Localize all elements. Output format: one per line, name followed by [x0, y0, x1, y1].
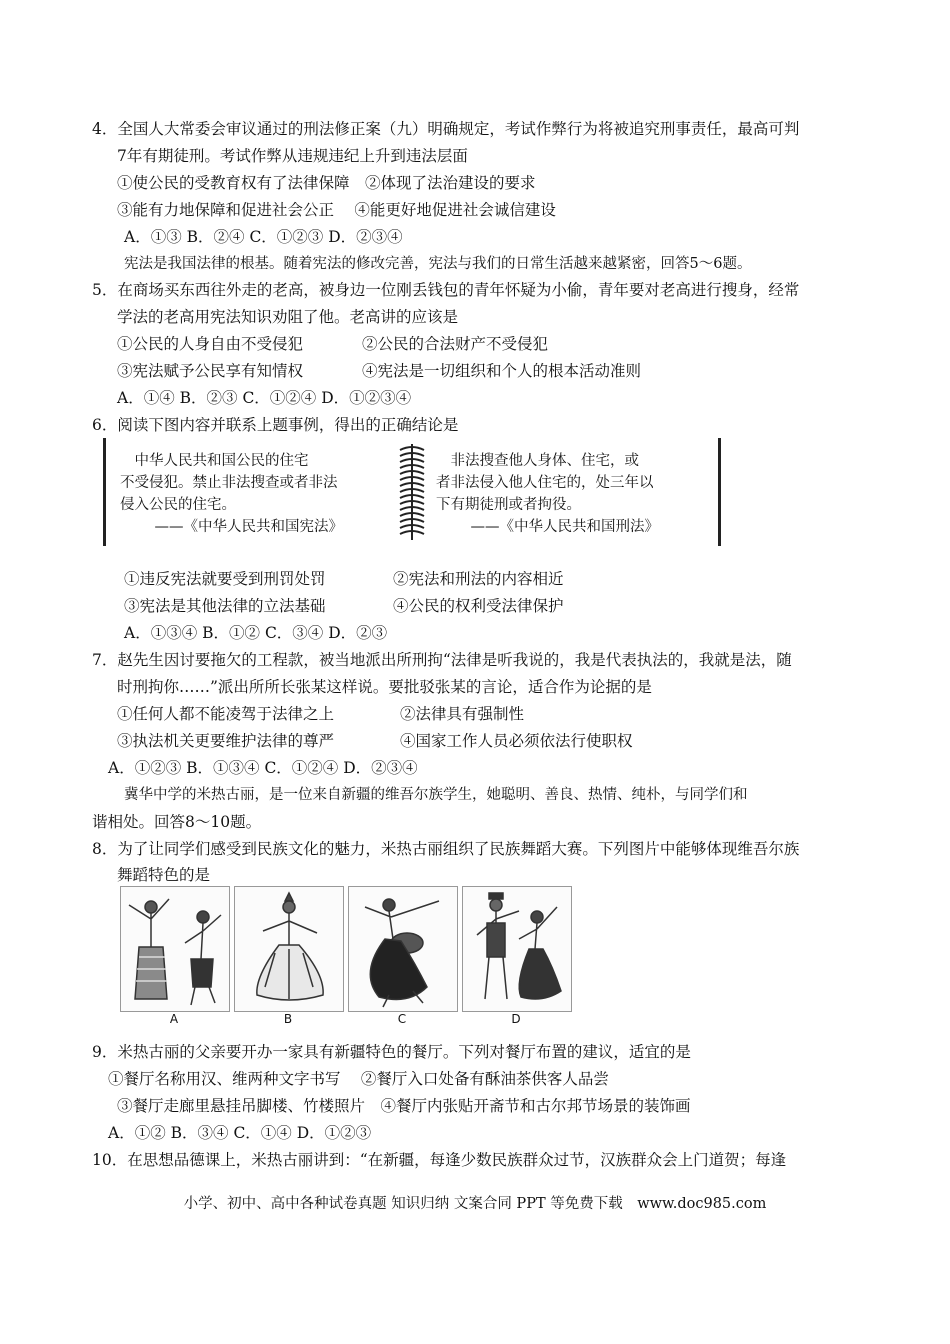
constitution-quote-line: 侵入公民的住宅。 [120, 497, 236, 513]
q5-answers: A．①④ B．②③ C．①②④ D．①②③④ [117, 389, 412, 407]
q7-option-2: ②法律具有强制性 [400, 705, 525, 723]
criminal-law-quote [436, 450, 708, 538]
q5-option-3: ③宪法赋予公民享有知情权 [117, 362, 304, 380]
q7-stem-line1: 7．赵先生因讨要拖欠的工程款，被当地派出所刑拘“法律是听我说的，我是代表执法的，我就是法，随 [92, 651, 792, 669]
constitution-quote-source: ——《中华人民共和国宪法》 [140, 519, 343, 535]
q4-stem-line2: 7年有期徒刑。考试作弊从违规违纪上升到违法层面 [117, 147, 468, 165]
law-quote-figure [103, 438, 721, 546]
dance-pictures [120, 886, 572, 1026]
q8-stem-line1: 8．为了让同学们感受到民族文化的魅力，米热古丽组织了民族舞蹈大赛。下列图片中能够体现维吾尔族 [92, 840, 800, 858]
q10-stem-line1: 10．在思想品德课上，米热古丽讲到：“在新疆，每逢少数民族群众过节，汉族群众会上门道贺；每逢 [92, 1151, 787, 1169]
q7-option-3: ③执法机关更要维护法律的尊严 [117, 732, 335, 750]
intro-5-6: 宪法是我国法律的根基。随着宪法的修改完善，宪法与我们的日常生活越来越紧密，回答5～6题。 [124, 256, 752, 272]
dance-picture-d[interactable] [462, 886, 572, 1012]
dance-picture-b[interactable] [234, 886, 344, 1012]
dance-picture-c[interactable] [348, 886, 458, 1012]
q9-answers: A．①② B．③④ C．①④ D．①②③ [108, 1124, 372, 1142]
q9-options-34: ③餐厅走廊里悬挂吊脚楼、竹楼照片 ④餐厅内张贴开斋节和古尔邦节场景的装饰画 [117, 1097, 691, 1115]
criminal-law-quote-line: 下有期徒刑或者拘役。 [436, 497, 581, 513]
dance-picture-label: C [397, 1012, 407, 1026]
mongolian-dancer-icon [235, 887, 343, 1011]
q5-option-2: ②公民的合法财产不受侵犯 [362, 335, 549, 353]
tibetan-dancers-icon [121, 887, 229, 1011]
q7-answers: A．①②③ B．①③④ C．①②④ D．②③④ [108, 759, 418, 777]
dance-picture-label: D [511, 1012, 521, 1026]
q6-stem: 6．阅读下图内容并联系上题事例，得出的正确结论是 [92, 416, 459, 434]
q6-option-2: ②宪法和刑法的内容相近 [393, 570, 564, 588]
dance-picture-a[interactable] [120, 886, 230, 1012]
dance-picture-label: A [169, 1012, 179, 1026]
criminal-law-quote-line: 非法搜查他人身体、住宅，或 [436, 453, 639, 469]
q5-option-4: ④宪法是一切组织和个人的根本活动准则 [362, 362, 642, 380]
intro-8-10-line1: 冀华中学的米热古丽，是一位来自新疆的维吾尔族学生，她聪明、善良、热情、纯朴，与同学们和 [124, 787, 748, 803]
q4-stem-line1: 4．全国人大常委会审议通过的刑法修正案（九）明确规定，考试作弊行为将被追究刑事责任，最高可判 [92, 120, 800, 138]
q5-option-1: ①公民的人身自由不受侵犯 [117, 335, 304, 353]
q9-options-12: ①餐厅名称用汉、维两种文字书写 ②餐厅入口处备有酥油茶供客人品尝 [108, 1070, 609, 1088]
q5-stem-line2: 学法的老高用宪法知识劝阻了他。老高讲的应该是 [117, 308, 459, 326]
q4-options-34: ③能有力地保障和促进社会公正 ④能更好地促进社会诚信建设 [117, 201, 556, 219]
q9-stem: 9．米热古丽的父亲要开办一家具有新疆特色的餐厅。下列对餐厅布置的建议，适宜的是 [92, 1043, 691, 1061]
q6-option-4: ④公民的权利受法律保护 [393, 597, 564, 615]
q8-stem-line2: 舞蹈特色的是 [117, 866, 211, 884]
intro-8-10-line2: 谐相处。回答8～10题。 [92, 813, 262, 831]
book-spine-icon [394, 442, 430, 542]
criminal-law-quote-source: ——《中华人民共和国刑法》 [456, 519, 659, 535]
korean-drum-dancer-icon [349, 887, 457, 1011]
q5-stem-line1: 5．在商场买东西往外走的老高，被身边一位刚丢钱包的青年怀疑为小偷，青年要对老高进行搜身，经常 [92, 281, 800, 299]
q6-option-3: ③宪法是其他法律的立法基础 [124, 597, 326, 615]
constitution-quote [120, 450, 380, 538]
criminal-law-quote-line: 者非法侵入他人住宅的，处三年以 [436, 475, 654, 491]
q6-option-1: ①违反宪法就要受到刑罚处罚 [124, 570, 326, 588]
q7-option-1: ①任何人都不能凌驾于法律之上 [117, 705, 335, 723]
page-footer: 小学、初中、高中各种试卷真题 知识归纳 文案合同 PPT 等免费下载 www.doc985.com [183, 1196, 767, 1212]
uyghur-dancers-icon [463, 887, 571, 1011]
q7-stem-line2: 时刑拘你……”派出所所长张某这样说。要批驳张某的言论，适合作为论据的是 [117, 678, 652, 696]
q6-answers: A．①③④ B．①② C．③④ D．②③ [124, 624, 388, 642]
constitution-quote-line: 不受侵犯。禁止非法搜查或者非法 [120, 475, 338, 491]
q4-answers: A．①③ B．②④ C．①②③ D．②③④ [124, 228, 403, 246]
dance-picture-label: B [283, 1012, 293, 1026]
q4-options-12: ①使公民的受教育权有了法律保障 ②体现了法治建设的要求 [117, 174, 536, 192]
q7-option-4: ④国家工作人员必须依法行使职权 [400, 732, 633, 750]
constitution-quote-line: 中华人民共和国公民的住宅 [120, 453, 309, 469]
